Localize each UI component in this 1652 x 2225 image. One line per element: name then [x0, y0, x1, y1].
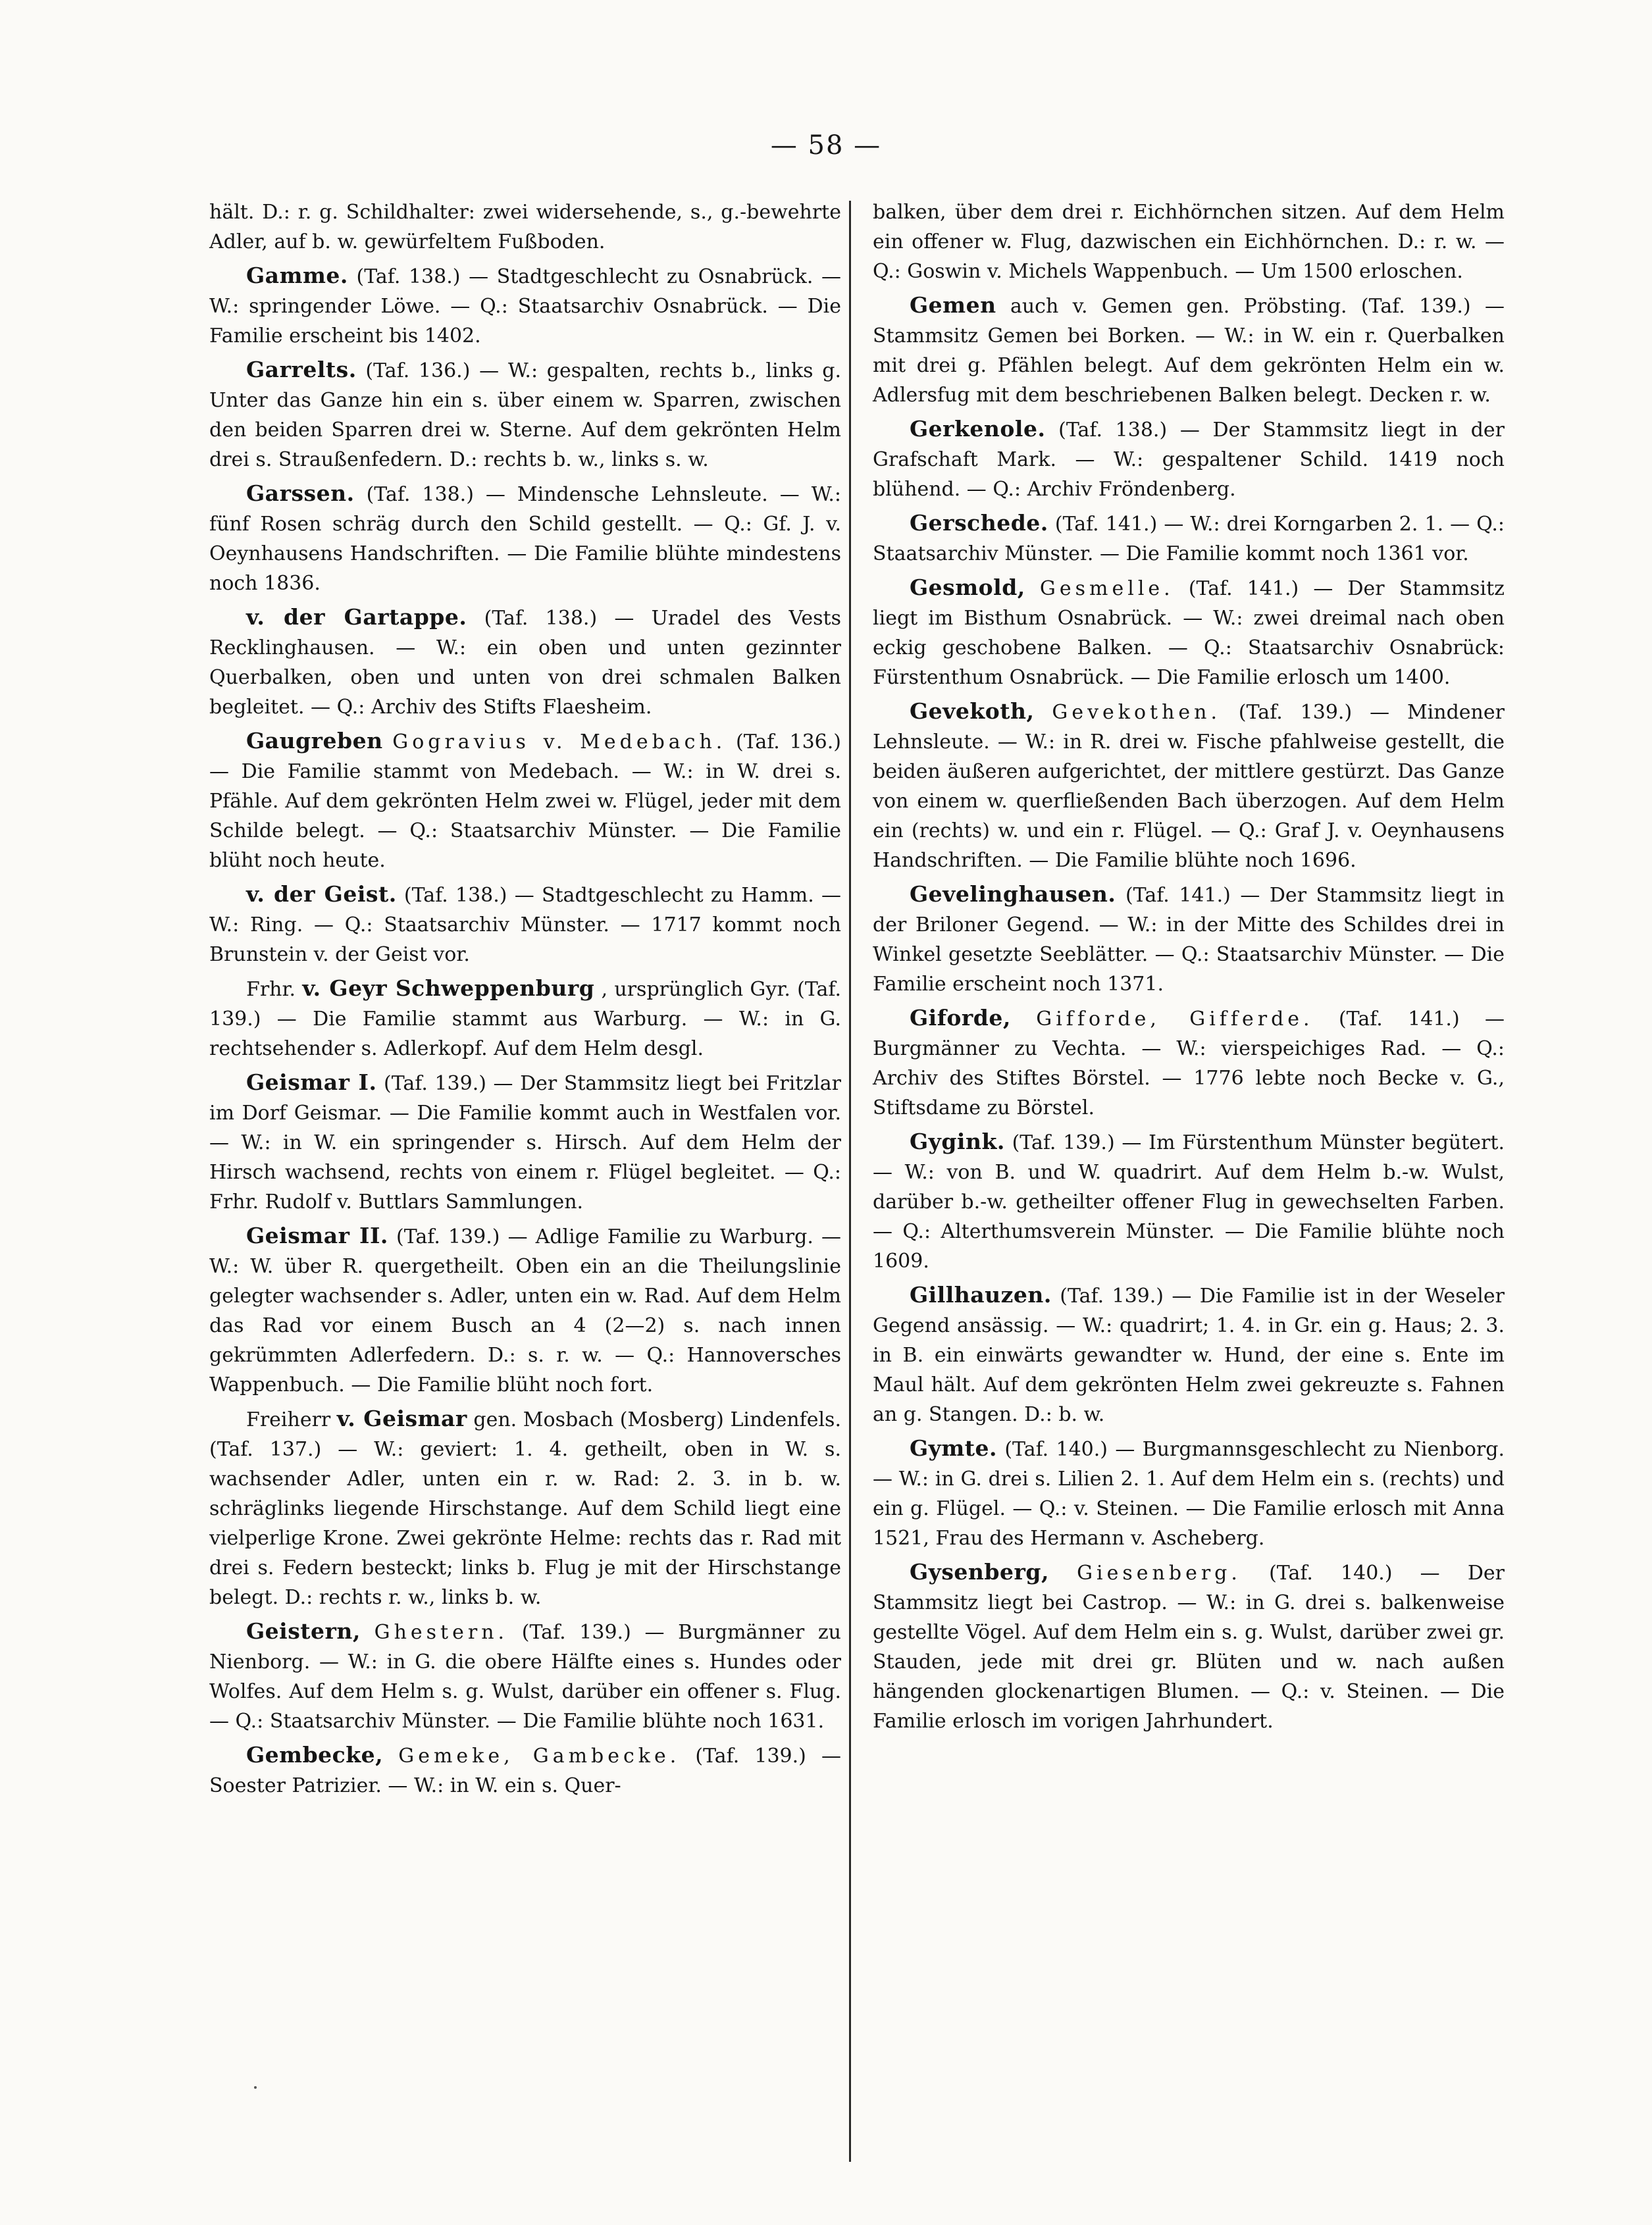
entry — [209, 602, 841, 722]
entry-text: , ursprünglich Gyr. (Taf. 139.) — Die Familie stammt aus Warburg. — W.: in G. rechtsehender s. Adlerkopf. Auf dem Helm desgl. — [209, 978, 841, 1060]
entry-variant: Giesenberg. — [1077, 1562, 1241, 1585]
entry-headword: Gemen — [910, 292, 996, 318]
entry-headword: Geismar I. — [246, 1069, 377, 1095]
left-column — [209, 197, 841, 1804]
entry — [873, 573, 1505, 692]
entry-headword: Gygink. — [910, 1129, 1005, 1154]
entry-prefix: Frhr. — [246, 978, 303, 1001]
entry — [873, 197, 1505, 286]
entry-headword: Gerkenole. — [910, 416, 1046, 442]
entry-headword: Gesmold, — [910, 575, 1025, 600]
entry-headword: v. Geyr Schweppenburg — [302, 975, 595, 1001]
entry — [209, 478, 841, 598]
entry-text: (Taf. 140.) — Der Stammsitz liegt bei Castrop. — W.: in G. drei s. balkenweise gestellte Vögel. Auf dem Helm ein s. g. Wulst, darüber zwei gr. Stauden, jede mit drei gr. Blüten und w. nach außen hängenden glockenartigen Blumen. — Q.: v. Steinen. — Die Familie erlosch im vorigen Jahrhundert. — [873, 1562, 1505, 1733]
entry-headword: Gamme. — [246, 263, 348, 288]
entry-headword: Geistern, — [246, 1618, 361, 1644]
entry — [209, 726, 841, 875]
entry-text: (Taf. 139.) — Die Familie ist in der Weseler Gegend ansässig. — W.: quadrirt; 1. 4. in Gr. ein g. Haus; 2. 3. in B. ein einwärts gewandter w. Hund, der eine s. Ente im Maul hält. Auf dem gekrönten Helm zwei gekreuzte s. Fahnen an g. Stangen. D.: b. w. — [873, 1285, 1505, 1426]
entry-text: (Taf. 138.) — Stadtgeschlecht zu Hamm. — W.: Ring. — Q.: Staatsarchiv Münster. — 1717 kommt noch Brunstein v. der Geist vor. — [209, 884, 841, 966]
entry — [209, 1067, 841, 1217]
entry-text: (Taf. 139.) — Adlige Familie zu Warburg. — W.: W. über R. quergetheilt. Oben ein an die Theilungslinie gelegter wachsender s. Adler, unten ein w. Rad. Auf dem Helm das Rad vor einem Busch an 4 (2—2) s. nach innen gekrümmten Adlerfedern. D.: s. r. w. — Q.: Hannoversches Wappenbuch. — Die Familie blüht noch fort. — [209, 1225, 841, 1396]
entry — [209, 1740, 841, 1801]
entry-text: (Taf. 139.) — Burgmänner zu Nienborg. — W.: in G. die obere Hälfte eines s. Hundes oder Wolfes. Auf dem Helm s. g. Wulst, darüber ein offener s. Flug. — Q.: Staatsarchiv Münster. — Die Familie blühte noch 1631. — [209, 1621, 841, 1733]
entry-variant: Gogravius v. Medebach. — [392, 730, 727, 754]
entry-variant: Gifforde, Gifferde. — [1036, 1008, 1314, 1031]
entry-headword: Garrelts. — [246, 357, 357, 382]
entry-headword: Gevekoth, — [910, 698, 1035, 724]
entry-text: (Taf. 141.) — Der Stammsitz liegt im Bisthum Osnabrück. — W.: zwei dreimal nach oben eckig geschobene Balken. — Q.: Staatsarchiv Osnabrück: Fürstenthum Osnabrück. — Die Familie erlosch um 1400. — [873, 577, 1505, 689]
entry-headword: Gevelinghausen. — [910, 881, 1116, 907]
entry-headword: v. Geismar — [336, 1406, 467, 1431]
entry — [873, 1127, 1505, 1276]
entry-headword: Gerschede. — [910, 510, 1048, 536]
entry — [209, 973, 841, 1063]
entry — [873, 1557, 1505, 1736]
entry-text: (Taf. 141.) — W.: drei Korngarben 2. 1. — Q.: Staatsarchiv Münster. — Die Familie kommt noch 1361 vor. — [873, 513, 1505, 565]
entry-text: hält. D.: r. g. Schildhalter: zwei widersehende, s., g.-bewehrte Adler, auf b. w. gewürfeltem Fußboden. — [209, 201, 841, 253]
entry — [209, 355, 841, 474]
entry-headword: Gaugreben — [246, 728, 383, 754]
entry — [873, 696, 1505, 875]
entry-text: (Taf. 139.) — Im Fürstenthum Münster begütert. — W.: von B. und W. quadrirt. Auf dem Helm b.-w. Wulst, darüber b.-w. getheilter offener Flug in gewechselten Farben. — Q.: Alterthumsverein Münster. — Die Familie blühte noch 1609. — [873, 1131, 1505, 1273]
entry-headword: Gillhauzen. — [910, 1282, 1052, 1308]
entry-text: gen. Mosbach (Mosberg) Lindenfels. (Taf. 137.) — W.: geviert: 1. 4. getheilt, oben in W. s. wachsender Adler, unten ein r. w. Rad: 2. 3. in b. w. schräglinks liegende Hirschstange. Auf dem Schild liegt eine vielperlige Krone. Zwei gekrönte Helme: rechts das r. Rad mit drei s. Federn besteckt; links b. Flug je mit der Hirschstange belegt. D.: rechts r. w., links b. w. — [209, 1408, 841, 1609]
entry — [873, 414, 1505, 504]
entry — [873, 1280, 1505, 1429]
entry-text: (Taf. 141.) — Burgmänner zu Vechta. — W.: vierspeichiges Rad. — Q.: Archiv des Stiftes Börstel. — 1776 lebte noch Becke v. G., Stiftsdame zu Börstel. — [873, 1008, 1505, 1119]
entry-variant: Gevekothen. — [1052, 701, 1222, 724]
entry-text: (Taf. 138.) — Stadtgeschlecht zu Osnabrück. — W.: springender Löwe. — Q.: Staatsarchiv Osnabrück. — Die Familie erscheint bis 1402. — [209, 265, 841, 347]
entry-text: (Taf. 139.) — Soester Patrizier. — W.: in W. ein s. Quer- — [209, 1745, 841, 1797]
entry-headword: Gymte. — [910, 1435, 998, 1461]
entry-text: (Taf. 139.) — Der Stammsitz liegt bei Fritzlar im Dorf Geismar. — Die Familie kommt auch in Westfalen vor. — W.: in W. ein springender s. Hirsch. Auf dem Helm der Hirsch wachsend, rechts von einem r. Flügel begleitet. — Q.: Frhr. Rudolf v. Buttlars Sammlungen. — [209, 1072, 841, 1214]
entry — [209, 1404, 841, 1612]
entry-headword: Garssen. — [246, 480, 355, 506]
entry-text: (Taf. 138.) — Der Stammsitz liegt in der Grafschaft Mark. — W.: gespaltener Schild. 1419 noch blühend. — Q.: Archiv Fröndenberg. — [873, 419, 1505, 501]
column-divider — [849, 201, 851, 2162]
entry — [873, 508, 1505, 569]
entry-text: (Taf. 138.) — Uradel des Vests Recklinghausen. — W.: ein oben und unten gezinnter Querbalken, oben und unten von drei schmalen Balken begleitet. — Q.: Archiv des Stifts Flaesheim. — [209, 607, 841, 719]
entry — [873, 879, 1505, 999]
entry — [209, 1221, 841, 1400]
entry-text: (Taf. 140.) — Burgmannsgeschlecht zu Nienborg. — W.: in G. drei s. Lilien 2. 1. Auf dem Helm ein s. (rechts) und ein g. Flügel. — Q.: v. Steinen. — Die Familie erlosch mit Anna 1521, Frau des Hermann v. Ascheberg. — [873, 1438, 1505, 1550]
entry — [209, 197, 841, 257]
entry — [209, 1616, 841, 1736]
entry-headword: v. der Gartappe. — [246, 604, 467, 630]
entry-headword: Gembecke, — [246, 1742, 384, 1768]
page-number: — 58 — — [770, 130, 882, 161]
entry — [873, 1003, 1505, 1123]
entry — [873, 290, 1505, 410]
entry-prefix: Freiherr — [246, 1408, 337, 1431]
entry — [209, 879, 841, 969]
entry-text: (Taf. 138.) — Mindensche Lehnsleute. — W.: fünf Rosen schräg durch den Schild gestellt. — Q.: Gf. J. v. Oeynhausens Handschriften. — Die Familie blühte mindestens noch 1836. — [209, 483, 841, 595]
speck — [254, 2086, 257, 2089]
entry-text: (Taf. 141.) — Der Stammsitz liegt in der Briloner Gegend. — W.: in der Mitte des Schildes drei in Winkel gesetzte Seeblätter. — Q.: Staatsarchiv Münster. — Die Familie erscheint noch 1371. — [873, 884, 1505, 996]
entry-text: balken, über dem drei r. Eichhörnchen sitzen. Auf dem Helm ein offener w. Flug, dazwischen ein Eichhörnchen. D.: r. w. — Q.: Goswin v. Michels Wappenbuch. — Um 1500 erloschen. — [873, 201, 1505, 283]
right-column — [873, 197, 1505, 1740]
entry-headword: Geismar II. — [246, 1223, 388, 1248]
entry — [209, 261, 841, 351]
entry-text: (Taf. 136.) — Die Familie stammt von Medebach. — W.: in W. drei s. Pfähle. Auf dem gekrönten Helm zwei w. Flügel, jeder mit dem Schilde belegt. — Q.: Staatsarchiv Münster. — Die Familie blüht noch heute. — [209, 730, 841, 872]
entry-headword: v. der Geist. — [246, 881, 397, 907]
entry-variant: Gemeke, Gambecke. — [398, 1745, 681, 1768]
entry-variant: Gesmelle. — [1039, 577, 1174, 600]
entry-headword: Gysenberg, — [910, 1559, 1049, 1585]
entry-text: auch v. Gemen gen. Pröbsting. (Taf. 139.) — Stammsitz Gemen bei Borken. — W.: in W. ein r. Querbalken mit drei g. Pfählen belegt. Auf dem gekrönten Helm ein w. Adlersfug mit dem beschriebenen Balken belegt. Decken r. w. — [873, 295, 1505, 407]
entry-variant: Ghestern. — [374, 1621, 509, 1644]
entry — [873, 1433, 1505, 1553]
entry-text: (Taf. 139.) — Mindener Lehnsleute. — W.: in R. drei w. Fische pfahlweise gestellt, die beiden äußeren aufgerichtet, der mittlere gestürzt. Das Ganze von einem w. querfließenden Bach überzogen. Auf dem Helm ein (rechts) w. und ein r. Flügel. — Q.: Graf J. v. Oeynhausens Handschriften. — Die Familie blühte noch 1696. — [873, 701, 1505, 872]
entry-headword: Giforde, — [910, 1005, 1011, 1031]
entry-text: (Taf. 136.) — W.: gespalten, rechts b., links g. Unter das Ganze hin ein s. über einem w. Sparren, zwischen den beiden Sparren drei w. Sterne. Auf dem gekrönten Helm drei s. Straußenfedern. D.: rechts b. w., links s. w. — [209, 359, 841, 471]
